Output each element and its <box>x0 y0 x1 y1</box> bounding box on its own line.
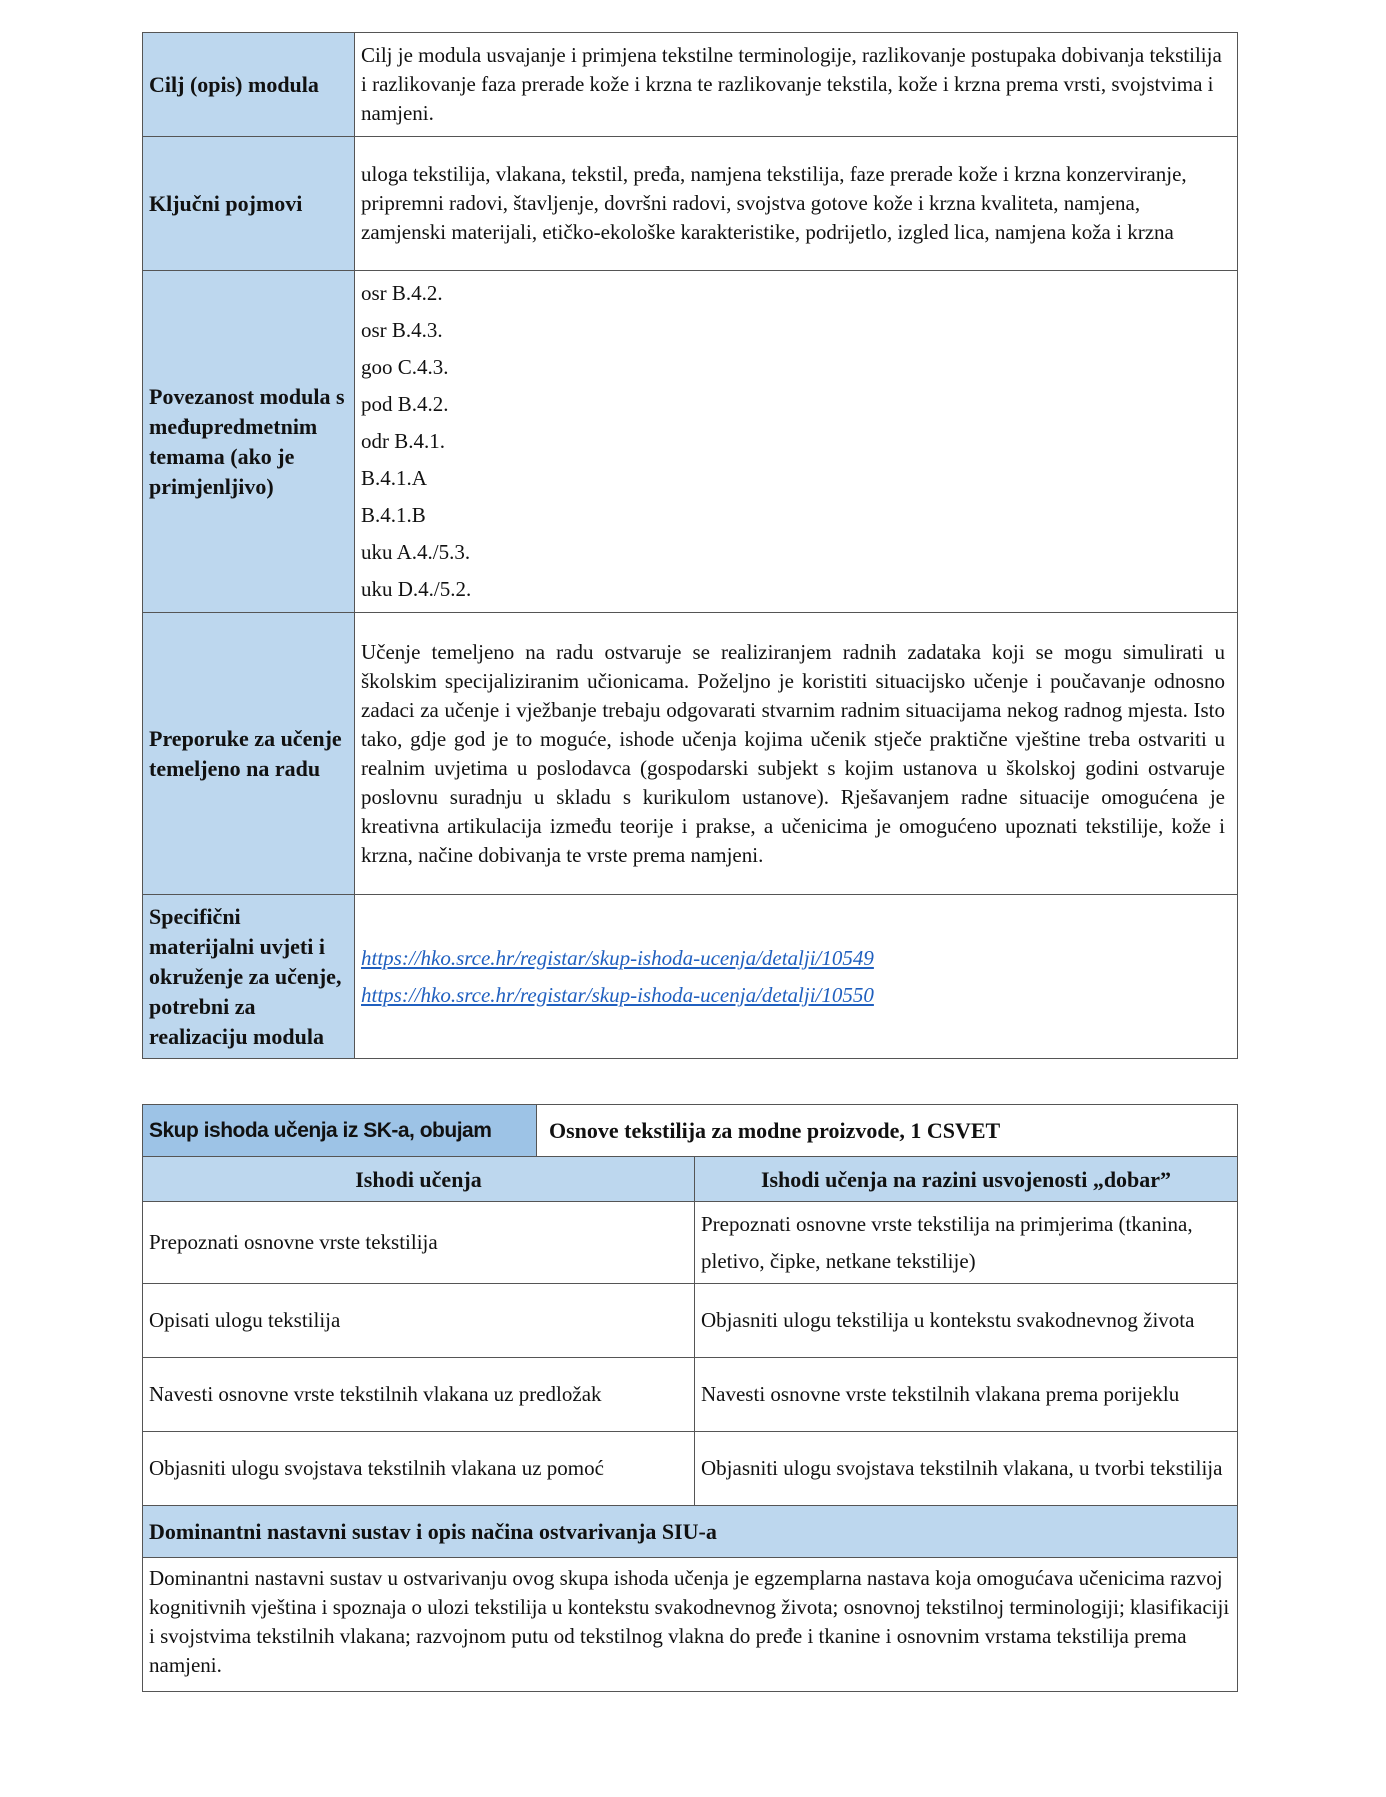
link-10549[interactable]: https://hko.srce.hr/registar/skup-ishoda-ucenja/detalji/10549 <box>361 945 874 970</box>
row-outcome-set <box>143 1105 1238 1157</box>
outcome-left: Objasniti ulogu svojstava tekstilnih vlakana uz pomoć <box>143 1432 695 1506</box>
outcome-right: Objasniti ulogu svojstava tekstilnih vlakana, u tvorbi tekstilija <box>695 1432 1238 1506</box>
work-based-learning-label: Preporuke za učenje temeljeno na radu <box>143 613 355 895</box>
row-column-headers <box>143 1157 1238 1202</box>
row-module-goal <box>143 33 1238 137</box>
work-based-learning-text: Učenje temeljeno na radu ostvaruje se realiziranjem radnih zadataka koji se mogu simulirati u školskim specijaliziranim učionicama. Poželjno je koristiti situacijsko učenje i poučavanje odnosno zadaci za učenje i vježbanje trebaju odgovarati stvarnim radnim situacijama nekog radnog mjesta. Isto tako, gdje god je to moguće, ishode učenja kojima učenik stječe praktične vještine treba ostvariti u realnim uvjetima u poslodavca (gospodarski subjekt s kojim ustanova u školskoj godini ostvaruje poslovnu suradnju u skladu s kurikulom ustanove). Rješavanjem radne situacije omogućena je kreativna artikulacija između teorije i prakse, a učenicima je omogućeno upoznati tekstilije, kože i krzna, načine dobivanja te vrste prema namjeni. <box>355 613 1238 895</box>
code-item: B.4.1.A <box>361 466 427 490</box>
code-item: uku D.4./5.2. <box>361 577 472 601</box>
outcome-left: Prepoznati osnovne vrste tekstilija <box>143 1202 695 1284</box>
col-header-outcomes-good: Ishodi učenja na razini usvojenosti „dobar” <box>695 1157 1238 1202</box>
module-info-table <box>142 32 1238 1059</box>
row-dominant-body <box>143 1558 1238 1692</box>
outcome-left: Navesti osnovne vrste tekstilnih vlakana uz predložak <box>143 1358 695 1432</box>
outcome-set-value: Osnove tekstilija za modne proizvode, 1 CSVET <box>537 1105 1238 1157</box>
module-goal-label: Cilj (opis) modula <box>143 33 355 137</box>
code-item: uku A.4./5.3. <box>361 540 471 564</box>
cross-curricular-label: Povezanost modula s međupredmetnim temama (ako je primjenljivo) <box>143 271 355 613</box>
code-item: B.4.1.B <box>361 503 426 527</box>
code-item: goo C.4.3. <box>361 355 449 379</box>
row-work-based-learning <box>143 613 1238 895</box>
material-conditions-label: Specifični materijalni uvjeti i okruženje za učenje, potrebni za realizaciju modula <box>143 895 355 1059</box>
material-conditions-links <box>355 895 1238 1059</box>
code-list <box>361 275 1225 608</box>
row-dominant-heading <box>143 1506 1238 1558</box>
key-terms-label: Ključni pojmovi <box>143 137 355 271</box>
cross-curricular-codes <box>355 271 1238 613</box>
outcome-right: Navesti osnovne vrste tekstilnih vlakana prema porijeklu <box>695 1358 1238 1432</box>
outcome-row <box>143 1358 1238 1432</box>
dominant-system-text: Dominantni nastavni sustav u ostvarivanju ovog skupa ishoda učenja je egzemplarna nastava koja omogućava učenicima razvoj kognitivnih vještina i spoznaja o ulozi tekstilija u kontekstu svakodnevnog života; osnovnoj tekstilnoj terminologiji; klasifikaciji i svojstvima tekstilnih vlakana; razvojnom putu od tekstilnog vlakna do pređe i tkanine i osnovnim vrstama tekstilija prema namjeni. <box>143 1558 1238 1692</box>
row-cross-curricular <box>143 271 1238 613</box>
outcome-right: Prepoznati osnovne vrste tekstilija na primjerima (tkanina, pletivo, čipke, netkane tekstilije) <box>695 1202 1238 1284</box>
link-10550[interactable]: https://hko.srce.hr/registar/skup-ishoda-ucenja/detalji/10550 <box>361 982 874 1007</box>
code-item: odr B.4.1. <box>361 429 445 453</box>
code-item: osr B.4.2. <box>361 281 443 305</box>
module-goal-text: Cilj je modula usvajanje i primjena tekstilne terminologije, razlikovanje postupaka dobivanja tekstilija i razlikovanje faza prerade kože i krzna te razlikovanje tekstila, kože i krzna prema vrsti, svojstvima i namjeni. <box>355 33 1238 137</box>
outcome-row <box>143 1202 1238 1284</box>
outcome-right: Objasniti ulogu tekstilija u kontekstu svakodnevnog života <box>695 1284 1238 1358</box>
code-item: osr B.4.3. <box>361 318 443 342</box>
outcome-row <box>143 1284 1238 1358</box>
key-terms-text: uloga tekstilija, vlakana, tekstil, pređa, namjena tekstilija, faze prerade kože i krzna konzerviranje, pripremni radovi, štavljenje, dovršni radovi, svojstva gotove kože i krzna kvaliteta, namjena, zamjenski materijali, etičko-ekološke karakteristike, podrijetlo, izgled lica, namjena koža i krzna <box>355 137 1238 271</box>
outcome-left: Opisati ulogu tekstilija <box>143 1284 695 1358</box>
row-material-conditions <box>143 895 1238 1059</box>
outcome-set-label: Skup ishoda učenja iz SK-a, obujam <box>143 1105 537 1157</box>
dominant-system-heading: Dominantni nastavni sustav i opis načina ostvarivanja SIU-a <box>143 1506 1238 1558</box>
row-key-terms <box>143 137 1238 271</box>
code-item: pod B.4.2. <box>361 392 449 416</box>
outcome-row <box>143 1432 1238 1506</box>
learning-outcomes-table <box>142 1104 1238 1692</box>
col-header-outcomes: Ishodi učenja <box>143 1157 695 1202</box>
